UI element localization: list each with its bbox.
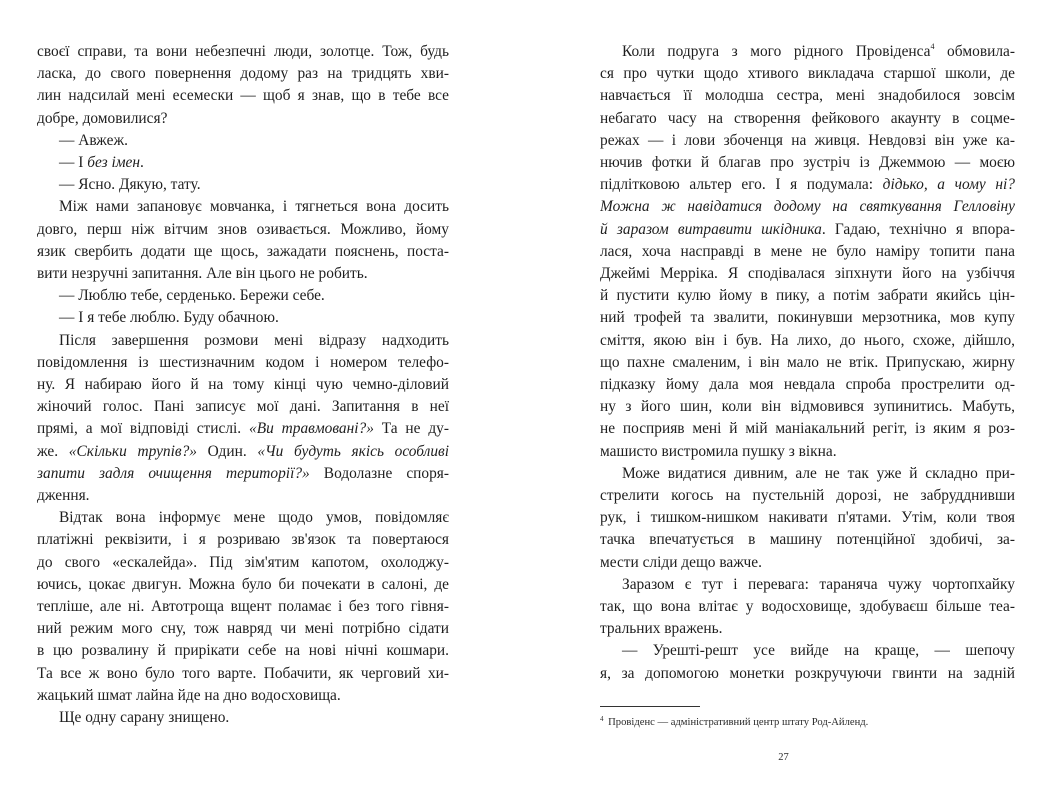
footnote-reference: 4 — [930, 42, 935, 51]
text-span: я, за допомогою монетки розкручуючи гвинти на задній — [600, 664, 1015, 682]
footnote — [600, 712, 868, 730]
text-line — [37, 640, 449, 662]
text-span: — Люблю тебе, серденько. Бережи себе. — [59, 287, 325, 305]
text-line — [600, 529, 1015, 551]
text-span: Один. — [196, 442, 258, 460]
text-line — [600, 108, 1015, 130]
paragraph — [37, 41, 449, 130]
text-line — [37, 241, 449, 263]
italic-text: дідько, а чому ні? — [882, 176, 1015, 194]
paragraph — [37, 152, 449, 174]
text-line — [600, 85, 1015, 107]
paragraph — [37, 330, 449, 508]
text-span: Ще одну сарану знищено. — [59, 709, 230, 727]
paragraph — [37, 196, 449, 285]
text-line — [37, 596, 449, 618]
text-span: стрелити когось на пустельній дорозі, не забрудднивши — [600, 487, 1015, 505]
text-line — [37, 263, 449, 285]
text-span: же. — [37, 442, 69, 460]
text-span: мести сліди дещо важче. — [600, 553, 762, 571]
text-line — [37, 152, 449, 174]
paragraph — [37, 707, 449, 729]
text-span: в цю розвалину й прирікати себе на нові нічні кошмари. — [37, 642, 449, 660]
text-line — [600, 130, 1015, 152]
text-span: своєї справи, та вони небезпечні люди, золотце. Тож, будь — [37, 43, 449, 60]
text-line — [600, 552, 1015, 574]
text-line — [600, 507, 1015, 529]
paragraph — [37, 130, 449, 152]
text-line — [600, 596, 1015, 618]
text-span: так, що вона влітає у водосховище, здобуваєш більше теа- — [600, 598, 1015, 616]
text-line — [37, 174, 449, 196]
text-line — [600, 63, 1015, 85]
left-page-text — [37, 41, 449, 729]
text-span: нючив фотки й благав про зустріч із Джеммою — моєю — [600, 154, 1015, 172]
italic-text: «Скільки трупів?» — [68, 442, 197, 460]
text-span: підлітковою альтер его. І я подумала: — [600, 176, 883, 194]
text-span: лася, хоча насправді в мене не було наміру топити пана — [600, 242, 1015, 260]
text-span: не посприяв мені й мій маніакальний регіт, із яким я роз- — [600, 420, 1015, 438]
text-span: — І я тебе люблю. Буду обачною. — [59, 309, 279, 327]
page-number: 27 — [778, 752, 789, 763]
text-span: тачка впечатується в машину потенційної здобичі, за- — [600, 531, 1015, 549]
text-line — [600, 463, 1015, 485]
text-line — [37, 552, 449, 574]
text-span: . — [140, 154, 144, 172]
text-line — [600, 618, 1015, 640]
text-span: Між нами запановує мовчанка, і тягнеться вона досить — [59, 198, 449, 216]
text-span: що пахне смаленим, і він мало не втік. Припускаю, жирну — [600, 353, 1015, 371]
text-span: Коли подруга з мого рідного Провіденса — [622, 43, 931, 60]
text-line — [37, 374, 449, 396]
text-line — [600, 574, 1015, 596]
text-span: ся про чутки щодо хтивого викладача старшої школи, де — [600, 65, 1015, 83]
text-span: навчається її молодша сестра, мені знадобилося зовсім — [600, 87, 1015, 105]
text-span: — Авжеж. — [59, 131, 128, 149]
text-line — [600, 263, 1015, 285]
paragraph — [37, 307, 449, 329]
text-line — [600, 219, 1015, 241]
text-line — [37, 63, 449, 85]
text-line — [37, 196, 449, 218]
text-line — [600, 485, 1015, 507]
text-span: . Гадаю, технічно я впора- — [821, 220, 1015, 238]
footnote-text: Провіденс — адміністративний центр штату Род-Айленд. — [608, 717, 869, 728]
footnote-mark: 4 — [600, 715, 604, 723]
italic-text: «Ви травмовані?» — [249, 420, 374, 438]
text-span: ласка, до свого повернення додому раз на тридцять хви- — [37, 65, 449, 83]
italic-text: Можна ж навідатися додому на святкування Гелловіну — [600, 198, 1015, 216]
text-line — [600, 285, 1015, 307]
text-span: режах — і лови збоченця на живця. Невдовзі він уже ка- — [600, 131, 1015, 149]
text-line — [600, 241, 1015, 263]
text-line — [600, 663, 1015, 685]
text-line — [37, 663, 449, 685]
text-line — [600, 152, 1015, 174]
text-line — [600, 418, 1015, 440]
paragraph — [600, 574, 1015, 641]
left-page — [0, 0, 522, 785]
text-line — [37, 507, 449, 529]
text-span: ючись, цокає двигун. Можна було би почекати в салоні, де — [37, 575, 449, 593]
italic-text: й заразом витравити шкідника — [600, 220, 822, 238]
text-span: ний режим мого сну, тож навряд чи мені потрібно сідати — [37, 620, 449, 638]
text-line — [600, 41, 1015, 63]
text-line — [600, 640, 1015, 662]
italic-text: «Чи будуть якісь особливі — [257, 442, 449, 460]
text-line — [37, 330, 449, 352]
text-line — [600, 374, 1015, 396]
right-page-text — [600, 41, 1015, 685]
text-span: обмовила- — [934, 43, 1015, 60]
text-line — [37, 529, 449, 551]
paragraph — [600, 41, 1015, 463]
text-span: сміття, якою він і був. На лихо, до нього, схоже, дійшло, — [600, 331, 1015, 349]
text-span: Може видатися дивним, але не так уже й складно при- — [622, 464, 1015, 482]
text-line — [37, 396, 449, 418]
text-span: тепліше, але ні. Автотроща вщент поламає і без того гівня- — [37, 598, 449, 616]
text-span: до свого «ескалейда». Під зім'ятим капотом, охолоджу- — [37, 553, 449, 571]
italic-text: без імен — [87, 154, 141, 172]
paragraph — [600, 463, 1015, 574]
text-span: повідомлення із шестизначним кодом і номером телефо- — [37, 353, 449, 371]
text-span: — Урешті-решт усе вийде на краще, — шепочу — [622, 642, 1015, 660]
text-span: Після завершення розмови мені відразу надходить — [59, 331, 449, 349]
text-span: язик свербить додати ще щось, зажадати пояснень, поста- — [37, 242, 449, 260]
text-line — [600, 352, 1015, 374]
text-span: платіжні реквізити, і я розриваю зв'язок та повертаюся — [37, 531, 449, 549]
paragraph — [37, 285, 449, 307]
text-span: жацький шмат лайна йде на дно водосховища. — [37, 686, 341, 704]
text-line — [600, 196, 1015, 218]
text-span: машисто вистромила пушку з вікна. — [600, 442, 837, 460]
text-span: небагато часу на створення фейкового акаунту в соцме- — [600, 109, 1015, 127]
text-span: Водолазне споря- — [309, 464, 449, 482]
text-line — [37, 285, 449, 307]
text-span: Та не ду- — [373, 420, 449, 438]
text-line — [37, 130, 449, 152]
text-line — [37, 219, 449, 241]
text-span: підказку йому дала моя невдала спроба прострелити од- — [600, 376, 1015, 394]
text-span: Відтак вона інформує мене щодо умов, повідомляє — [59, 509, 449, 527]
text-span: довго, перш ніж вітчим знов озивається. Можливо, йому — [37, 220, 449, 238]
text-span: й пустити кулю йому в пику, а потім забрати якийсь цін- — [600, 287, 1015, 305]
italic-text: запити задля очищення території?» — [37, 464, 310, 482]
text-span: ний трофей та звалити, покинувши мерзотника, мов купу — [600, 309, 1015, 327]
text-line — [37, 485, 449, 507]
footnote-divider — [600, 706, 700, 707]
text-span: рук, і тишком-нишком накивати п'ятами. Утім, коли твоя — [600, 509, 1015, 527]
text-line — [37, 418, 449, 440]
text-span: жіночий голос. Пані записує мої дані. Запитання в неї — [37, 398, 449, 416]
text-line — [37, 707, 449, 729]
text-span: Джеймі Мерріка. Я сподівалася зіпхнути його на узбіччя — [600, 265, 1015, 283]
text-span: добре, домовилися? — [37, 109, 168, 127]
paragraph — [37, 507, 449, 707]
paragraph — [600, 640, 1015, 684]
right-page — [522, 0, 1045, 785]
text-line — [600, 174, 1015, 196]
text-line — [37, 307, 449, 329]
text-span: прямі, а мої відповіді стислі. — [37, 420, 249, 438]
text-span: — І — [59, 154, 88, 172]
text-span: ну з його шин, коли він відмовився зупинитись. Мабуть, — [600, 398, 1015, 416]
text-span: — Ясно. Дякую, тату. — [59, 176, 201, 194]
text-line — [37, 441, 449, 463]
text-line — [37, 618, 449, 640]
text-line — [37, 574, 449, 596]
text-span: тральних вражень. — [600, 620, 723, 638]
text-span: дження. — [37, 487, 90, 505]
text-line — [37, 352, 449, 374]
text-span: лин надсилай мені есемески — щоб я знав, що в тебе все — [37, 87, 449, 105]
text-span: Заразом є тут і перевага: тараняча чужу чортопхайку — [622, 575, 1015, 593]
text-line — [600, 441, 1015, 463]
text-line — [37, 108, 449, 130]
text-span: ну. Я набираю його й на тому кінці чую чемно-діловий — [37, 376, 449, 394]
text-span: Та все ж воно було того варте. Побачити, як черговий хи- — [37, 664, 449, 682]
text-line — [37, 85, 449, 107]
text-line — [600, 330, 1015, 352]
text-line — [37, 685, 449, 707]
text-line — [37, 41, 449, 63]
text-line — [37, 463, 449, 485]
paragraph — [37, 174, 449, 196]
text-line — [600, 396, 1015, 418]
text-line — [600, 307, 1015, 329]
text-span: вити незручні запитання. Але він цього не робить. — [37, 265, 368, 283]
